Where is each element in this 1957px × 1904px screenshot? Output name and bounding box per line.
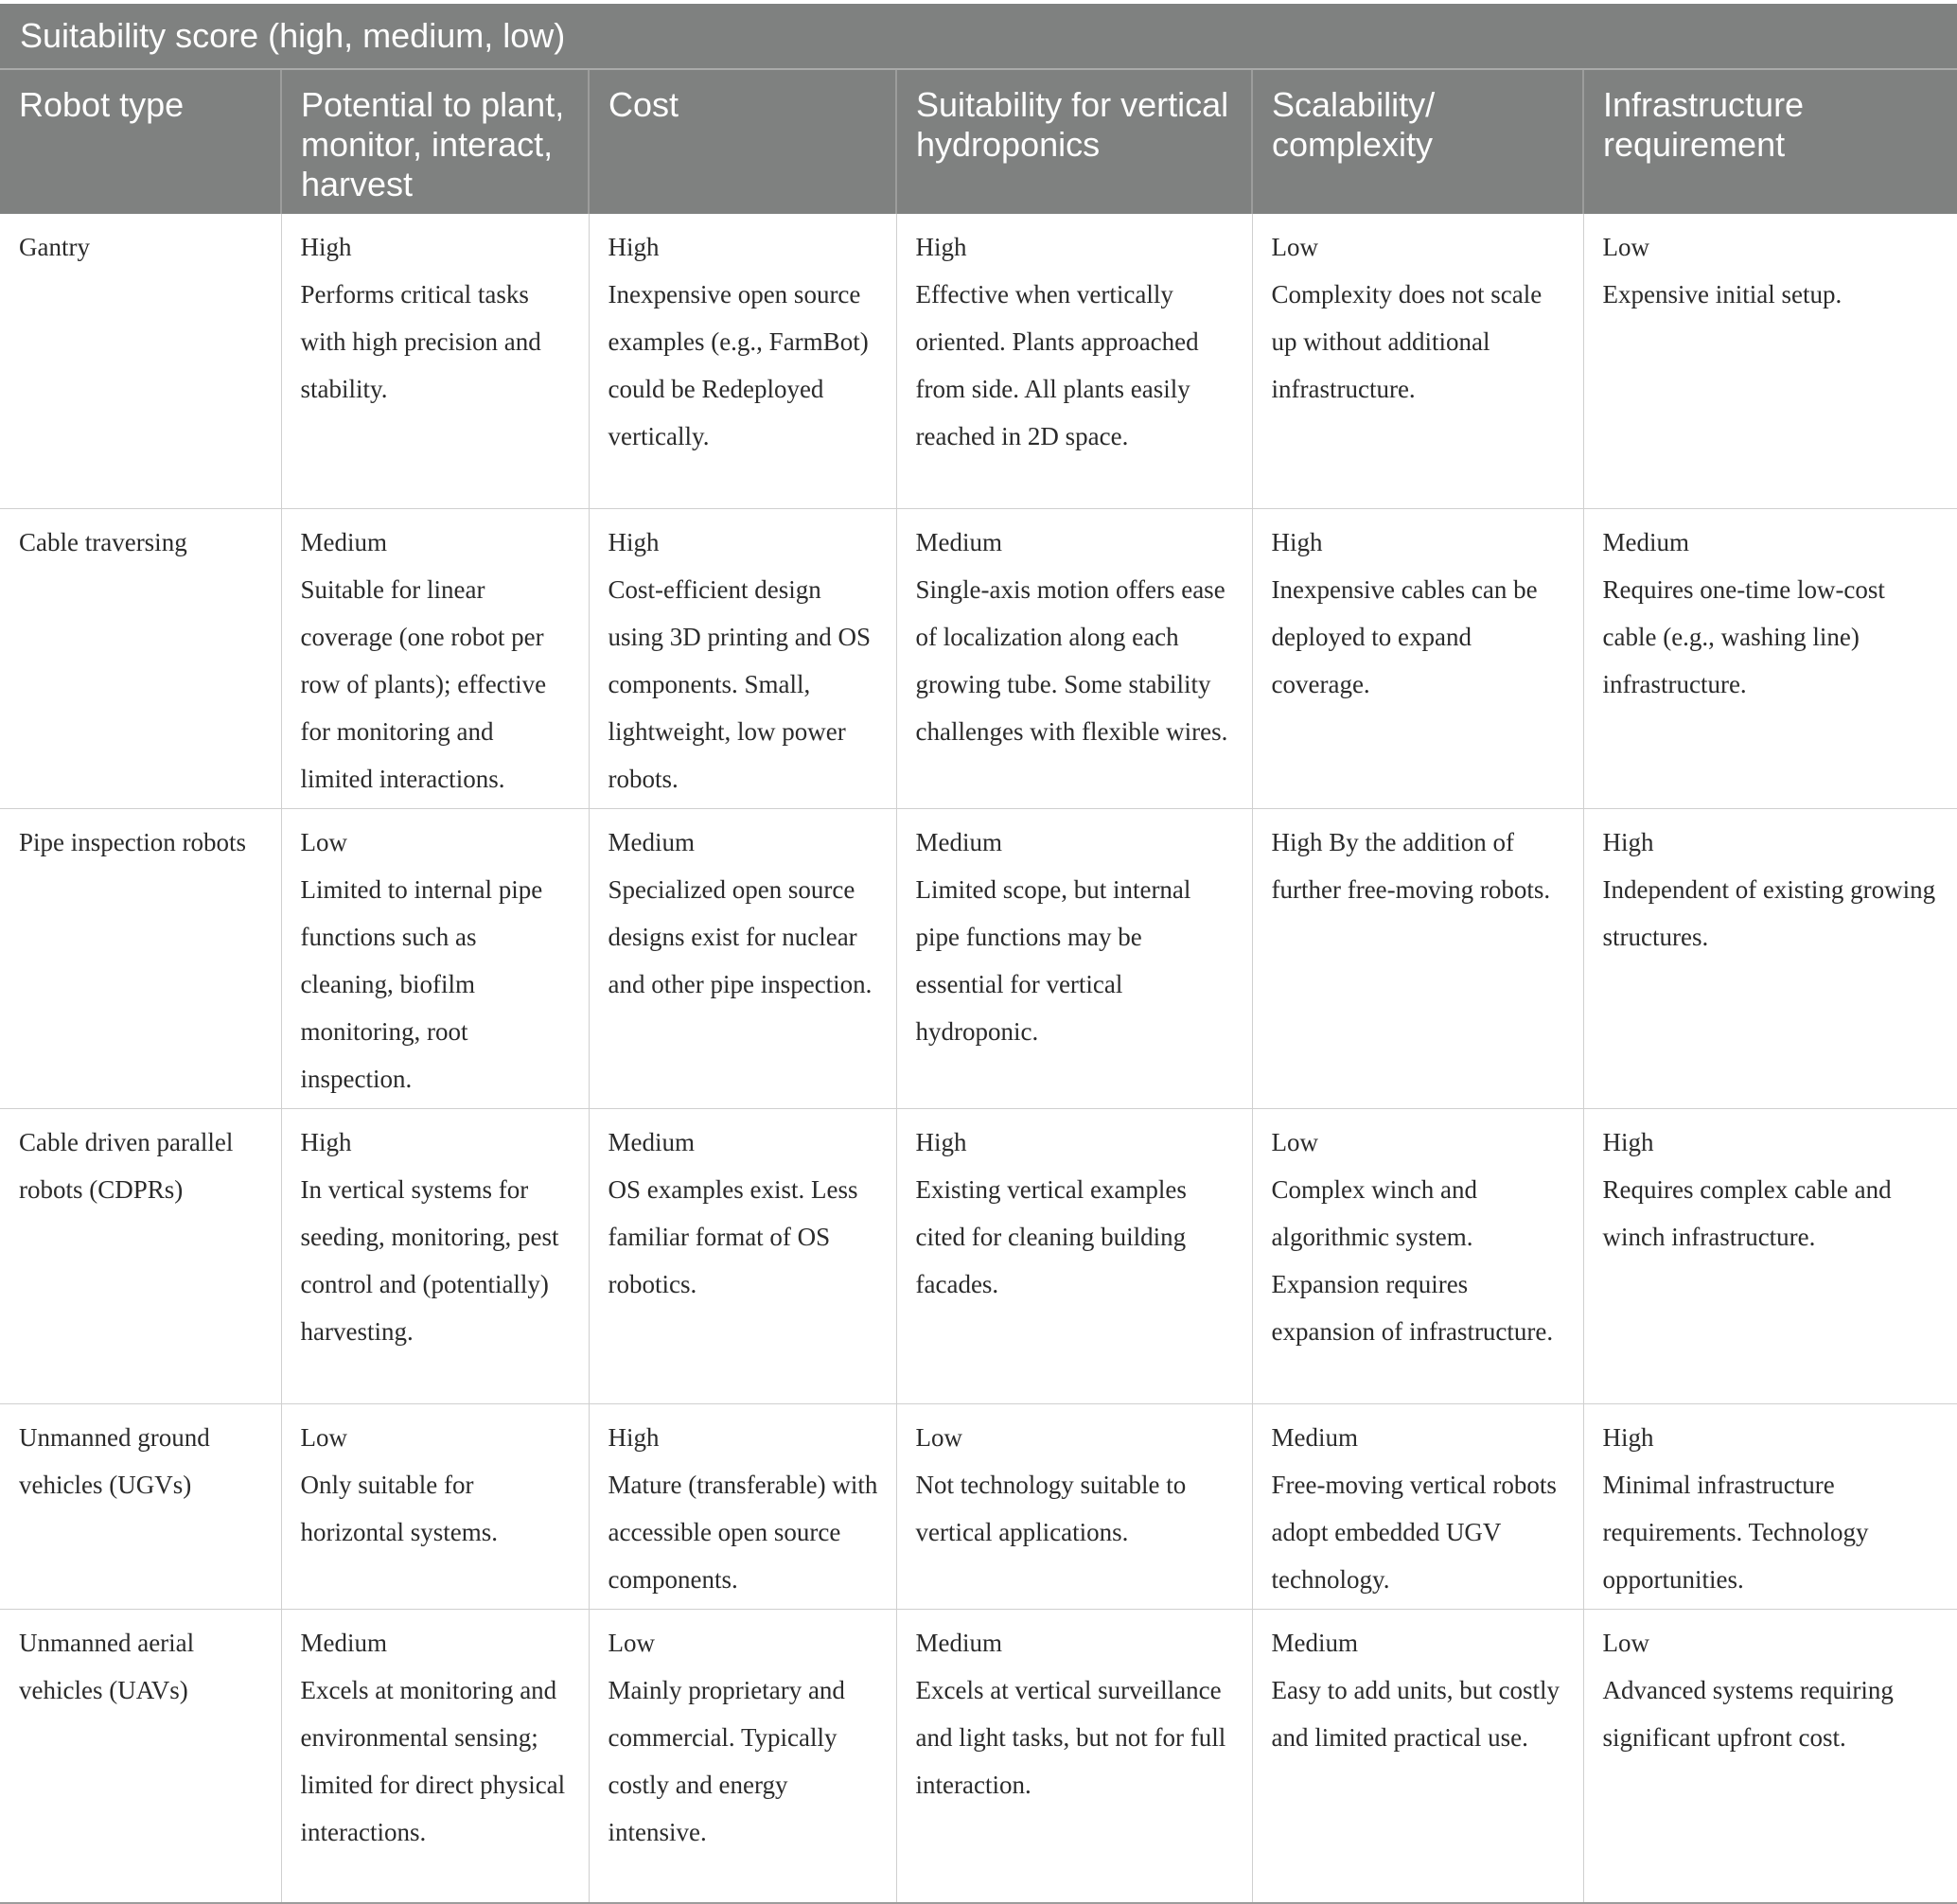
potential-cell bbox=[281, 808, 589, 1108]
cost-cell bbox=[589, 1609, 896, 1903]
score-note: Advanced systems requiring significant upfront cost. bbox=[1602, 1675, 1894, 1752]
score-note: Easy to add units, but costly and limited practical use. bbox=[1271, 1675, 1560, 1752]
score-level: Low bbox=[300, 1422, 347, 1452]
score-level: Low bbox=[1602, 1628, 1649, 1657]
robot-type-cell: Gantry bbox=[0, 214, 281, 508]
score-note: Complex winch and algorithmic system. Expansion requires expansion of infrastructure. bbox=[1271, 1174, 1554, 1346]
score-level: Low bbox=[1271, 233, 1318, 261]
header-robot-type: Robot type bbox=[0, 69, 281, 214]
suitability-table bbox=[0, 4, 1957, 1904]
score-level: High bbox=[300, 233, 352, 261]
score-note: Cost-efficient design using 3D printing and OS components. Small, lightweight, low power robots. bbox=[608, 574, 872, 793]
vertical-suitability-cell bbox=[896, 508, 1252, 808]
potential-cell bbox=[281, 1403, 589, 1609]
score-note: Excels at monitoring and environmental sensing; limited for direct physical interactions. bbox=[300, 1675, 566, 1846]
score-level: Medium bbox=[300, 527, 387, 556]
score-level: Medium bbox=[1271, 1422, 1358, 1452]
potential-cell bbox=[281, 508, 589, 808]
scalability-cell bbox=[1252, 214, 1583, 508]
score-note: Limited to internal pipe functions such as cleaning, biofilm monitoring, root inspection. bbox=[300, 874, 543, 1093]
infrastructure-cell bbox=[1583, 508, 1957, 808]
score-note: In vertical systems for seeding, monitoring, pest control and (potentially) harvesting. bbox=[300, 1174, 559, 1346]
score-note: Excels at vertical surveillance and light tasks, but not for full interaction. bbox=[915, 1675, 1226, 1799]
vertical-suitability-cell bbox=[896, 808, 1252, 1108]
robot-type-cell: Cable driven parallel robots (CDPRs) bbox=[0, 1108, 281, 1403]
score-note: Only suitable for horizontal systems. bbox=[300, 1470, 498, 1546]
score-level: Low bbox=[1602, 233, 1649, 261]
header-infrastructure: Infrastructure requirement bbox=[1583, 69, 1957, 214]
table-caption-row bbox=[0, 4, 1957, 69]
cost-cell bbox=[589, 808, 896, 1108]
potential-cell bbox=[281, 214, 589, 508]
score-note: Free-moving vertical robots adopt embedded UGV technology. bbox=[1271, 1470, 1557, 1594]
vertical-suitability-cell bbox=[896, 1108, 1252, 1403]
score-level: Medium bbox=[608, 827, 695, 856]
score-level: High bbox=[1602, 1422, 1654, 1452]
score-note: Requires one-time low-cost cable (e.g., washing line) infrastructure. bbox=[1602, 574, 1885, 698]
vertical-suitability-cell bbox=[896, 214, 1252, 508]
score-level: Medium bbox=[915, 527, 1002, 556]
table-row bbox=[0, 508, 1957, 808]
table-row bbox=[0, 1403, 1957, 1609]
vertical-suitability-cell bbox=[896, 1403, 1252, 1609]
score-level: Medium bbox=[1602, 527, 1689, 556]
infrastructure-cell bbox=[1583, 1609, 1957, 1903]
infrastructure-cell bbox=[1583, 1403, 1957, 1609]
score-note: Mature (transferable) with accessible open source components. bbox=[608, 1470, 878, 1594]
cost-cell bbox=[589, 214, 896, 508]
score-level: Medium bbox=[300, 1628, 387, 1657]
score-note: Suitable for linear coverage (one robot per row of plants); effective for monitoring and limited interactions. bbox=[300, 574, 547, 793]
score-level: High bbox=[608, 233, 660, 261]
score-level: High bbox=[1271, 527, 1323, 556]
table-row bbox=[0, 1609, 1957, 1903]
potential-cell bbox=[281, 1609, 589, 1903]
score-note: Expensive initial setup. bbox=[1602, 280, 1842, 309]
scalability-cell bbox=[1252, 808, 1583, 1108]
score-note: Mainly proprietary and commercial. Typically costly and energy intensive. bbox=[608, 1675, 845, 1846]
score-note: Not technology suitable to vertical applications. bbox=[915, 1470, 1187, 1546]
table-caption: Suitability score (high, medium, low) bbox=[0, 4, 1957, 69]
infrastructure-cell bbox=[1583, 214, 1957, 508]
score-level: Low bbox=[608, 1628, 655, 1657]
score-note: Inexpensive cables can be deployed to expand coverage. bbox=[1271, 574, 1538, 698]
cost-cell bbox=[589, 508, 896, 808]
header-vertical-suitability: Suitability for vertical hydroponics bbox=[896, 69, 1252, 214]
score-level: High By the addition of further free-moving robots. bbox=[1271, 827, 1551, 904]
score-level: High bbox=[915, 1127, 967, 1156]
robot-type-cell: Unmanned aerial vehicles (UAVs) bbox=[0, 1609, 281, 1903]
scalability-cell bbox=[1252, 1108, 1583, 1403]
score-note: OS examples exist. Less familiar format of OS robotics. bbox=[608, 1174, 858, 1298]
score-note: Specialized open source designs exist for nuclear and other pipe inspection. bbox=[608, 874, 873, 998]
infrastructure-cell bbox=[1583, 1108, 1957, 1403]
table-row bbox=[0, 1108, 1957, 1403]
score-level: High bbox=[915, 233, 967, 261]
cost-cell bbox=[589, 1403, 896, 1609]
score-level: High bbox=[1602, 1127, 1654, 1156]
score-level: Low bbox=[915, 1422, 962, 1452]
score-note: Existing vertical examples cited for cleaning building facades. bbox=[915, 1174, 1187, 1298]
robot-type-cell: Pipe inspection robots bbox=[0, 808, 281, 1108]
score-note: Performs critical tasks with high precision and stability. bbox=[300, 280, 541, 403]
score-note: Effective when vertically oriented. Plants approached from side. All plants easily reached in 2D space. bbox=[915, 280, 1199, 450]
infrastructure-cell bbox=[1583, 808, 1957, 1108]
scalability-cell bbox=[1252, 1609, 1583, 1903]
scalability-cell bbox=[1252, 1403, 1583, 1609]
score-level: High bbox=[1602, 827, 1654, 856]
score-level: Medium bbox=[1271, 1628, 1358, 1657]
table-row bbox=[0, 808, 1957, 1108]
robot-type-cell: Unmanned ground vehicles (UGVs) bbox=[0, 1403, 281, 1609]
score-level: Medium bbox=[915, 827, 1002, 856]
scalability-cell bbox=[1252, 508, 1583, 808]
table-row bbox=[0, 214, 1957, 508]
robot-type-cell: Cable traversing bbox=[0, 508, 281, 808]
score-level: Medium bbox=[608, 1127, 695, 1156]
score-note: Inexpensive open source examples (e.g., FarmBot) could be Redeployed vertically. bbox=[608, 280, 869, 450]
suitability-table-container bbox=[0, 4, 1957, 1904]
score-note: Requires complex cable and winch infrastructure. bbox=[1602, 1174, 1892, 1251]
header-scalability: Scalability/ complexity bbox=[1252, 69, 1583, 214]
score-note: Minimal infrastructure requirements. Technology opportunities. bbox=[1602, 1470, 1869, 1594]
score-level: High bbox=[608, 1422, 660, 1452]
score-level: High bbox=[300, 1127, 352, 1156]
header-cost: Cost bbox=[589, 69, 896, 214]
score-note: Complexity does not scale up without additional infrastructure. bbox=[1271, 280, 1543, 403]
score-note: Limited scope, but internal pipe functions may be essential for vertical hydroponic. bbox=[915, 874, 1191, 1046]
score-level: Medium bbox=[915, 1628, 1002, 1657]
header-potential: Potential to plant, monitor, interact, harvest bbox=[281, 69, 589, 214]
score-note: Single-axis motion offers ease of localization along each growing tube. Some stability challenges with flexible wires. bbox=[915, 574, 1228, 746]
cost-cell bbox=[589, 1108, 896, 1403]
score-level: Low bbox=[300, 827, 347, 856]
score-level: High bbox=[608, 527, 660, 556]
vertical-suitability-cell bbox=[896, 1609, 1252, 1903]
score-note: Independent of existing growing structures. bbox=[1602, 874, 1936, 951]
score-level: Low bbox=[1271, 1127, 1318, 1156]
potential-cell bbox=[281, 1108, 589, 1403]
table-header-row bbox=[0, 69, 1957, 214]
